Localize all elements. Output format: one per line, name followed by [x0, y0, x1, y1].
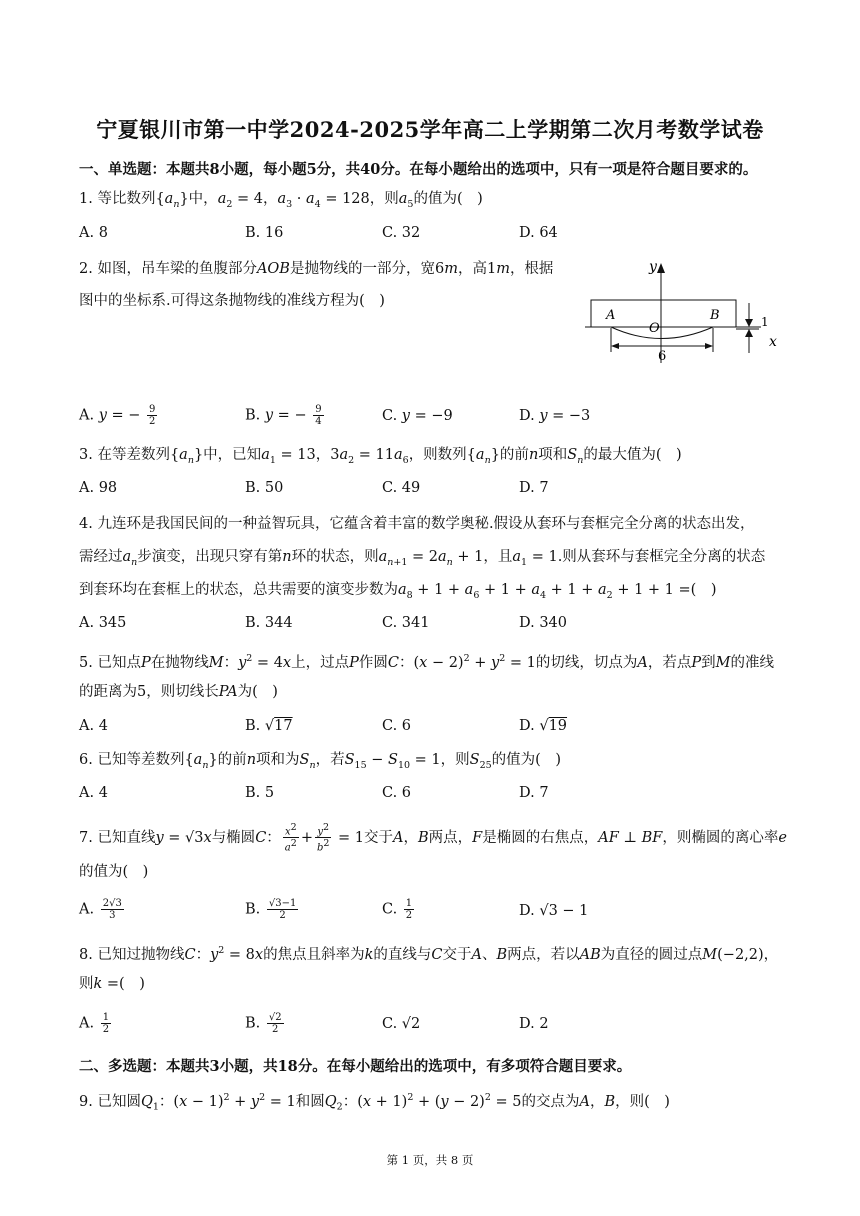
question-8-line-1: 8. 已知过抛物线C：$y^2 = 8x$的焦点且斜率为k的直线与C交于A、B两点，若以AB为直径的圆过点M(−2,2)，	[79, 945, 779, 963]
question-4-line-2: 需经过$a_n$步演变，出现只穿有第n环的状态，则$a_{n+1} = 2a_n + 1$，且$a_1 = 1$.则从套环与套框完全分离的状态	[79, 549, 766, 568]
question-4-line-1: 4. 九连环是我国民间的一种益智玩具，它蕴含着丰富的数学奥秘.假设从套环与套框完全分离的状态出发，	[79, 516, 755, 532]
fig-label-height: 1	[761, 315, 769, 329]
q2-option-a[interactable]: A. y = − $\frac{9}{2}$	[79, 404, 156, 427]
fig-label-o: O	[649, 321, 660, 336]
question-5-line-1: 5. 已知点P在抛物线M：$y^2 = 4x$上，过点P作圆C：$(x - 2)^2 + y^2 = 1$的切线，切点为A，若点P到M的准线	[79, 653, 774, 671]
q5-option-b[interactable]: B. √17	[245, 718, 293, 734]
q7-option-d[interactable]: D. √3 − 1	[519, 903, 589, 919]
q6-option-d[interactable]: D. 7	[519, 785, 549, 801]
fig-label-a: A	[606, 308, 616, 323]
q4-option-b[interactable]: B. 344	[245, 615, 293, 631]
question-1: 1. 等比数列$\{a_n\}$中，$a_2 = 4$，$a_3 \cdot a_4 = 128$，则$a_5$的值为( )	[79, 191, 483, 210]
q4-option-d[interactable]: D. 340	[519, 615, 568, 631]
q6-option-b[interactable]: B. 5	[245, 785, 275, 801]
q6-option-c[interactable]: C. 6	[382, 785, 412, 801]
q7-option-c[interactable]: C. $\frac{1}{2}$	[382, 898, 413, 921]
q6-option-a[interactable]: A. 4	[79, 785, 108, 801]
q3-option-d[interactable]: D. 7	[519, 480, 549, 496]
q1-text: 1. 等比数列{	[79, 191, 165, 207]
q5-option-a[interactable]: A. 4	[79, 718, 108, 734]
q3-option-b[interactable]: B. 50	[245, 480, 284, 496]
q2-option-c[interactable]: C. y = −9	[382, 408, 453, 424]
question-4-line-3: 到套环均在套框上的状态，总共需要的演变步数为$a_8 + 1 + a_6 + 1 + a_4 + 1 + a_2 + 1 + 1$ =( )	[79, 582, 717, 601]
q2-option-d[interactable]: D. y = −3	[519, 408, 591, 424]
q4-option-c[interactable]: C. 341	[382, 615, 430, 631]
section-multi-choice: 二、多选题：本题共3小题，共18分。在每小题给出的选项中，有多项符合题目要求。	[79, 1058, 632, 1075]
section-single-choice: 一、单选题：本题共8小题，每小题5分，共40分。在每小题给出的选项中，只有一项是符合题目要求的。	[79, 161, 758, 178]
q3-option-a[interactable]: A. 98	[79, 480, 118, 496]
q1-text: ，则	[369, 191, 399, 207]
question-7-line-1: 7. 已知直线y = √3x与椭圆C： $\frac{x^2}{a^2}$ + $\frac{y^2}{b^2}$ = 1交于A，B两点，F是椭圆的右焦点，AF ⊥ BF，则椭圆的离心率e	[79, 822, 787, 854]
question-2-line-2: 图中的坐标系.可得这条抛物线的准线方程为( )	[79, 293, 385, 309]
question-9: 9. 已知圆$Q_1$：$(x - 1)^2 + y^2 = 1$和圆$Q_2$：$(x + 1)^2 + (y - 2)^2 = 5$的交点为A，B，则( )	[79, 1092, 670, 1113]
q8-option-d[interactable]: D. 2	[519, 1016, 549, 1032]
page-footer: 第 1 页，共 8 页	[386, 1153, 474, 1167]
q7-option-a[interactable]: A. $\frac{2√3}{3}$	[79, 898, 122, 921]
q5-option-d[interactable]: D. √19	[519, 718, 568, 734]
question-8-line-2: 则k =( )	[79, 976, 145, 992]
q1-option-b[interactable]: B. 16	[245, 225, 284, 241]
q8-option-b[interactable]: B. $\frac{√2}{2}$	[245, 1012, 282, 1035]
q1-text: }中，	[179, 191, 218, 207]
q3-option-c[interactable]: C. 49	[382, 480, 421, 496]
fig-label-x: x	[769, 334, 777, 350]
question-6: 6. 已知等差数列$\{a_n\}$的前n项和为$S_n$，若$S_{15} - S_{10} = 1$，则$S_{25}$的值为( )	[79, 752, 561, 771]
q8-option-c[interactable]: C. √2	[382, 1016, 421, 1032]
exam-title: 宁夏银川市第一中学2024-2025学年高二上学期第二次月考数学试卷	[96, 117, 764, 142]
q1-option-d[interactable]: D. 64	[519, 225, 558, 241]
q5-option-c[interactable]: C. 6	[382, 718, 412, 734]
q8-option-a[interactable]: A. $\frac{1}{2}$	[79, 1012, 110, 1035]
q7-option-b[interactable]: B. $\frac{√3-1}{2}$	[245, 898, 297, 921]
q4-option-a[interactable]: A. 345	[79, 615, 127, 631]
q1-option-a[interactable]: A. 8	[79, 225, 108, 241]
q1-text: ，	[262, 191, 278, 207]
q2-option-b[interactable]: B. y = − $\frac{9}{4}$	[245, 404, 322, 427]
crane-beam-figure	[583, 255, 793, 370]
question-5-line-2: 的距离为5，则切线长PA为( )	[79, 684, 278, 700]
q1-option-c[interactable]: C. 32	[382, 225, 421, 241]
question-3: 3. 在等差数列$\{a_n\}$中，已知$a_1 = 13$，$3a_2 = 11a_6$，则数列$\{a_n\}$的前n项和$S_n$的最大值为( )	[79, 447, 682, 466]
fig-label-width: 6	[658, 349, 667, 364]
question-2-line-1: 2. 如图，吊车梁的鱼腹部分AOB是抛物线的一部分，宽6m，高1m，根据	[79, 261, 554, 277]
q1-text: 的值为( )	[413, 191, 483, 207]
fig-label-b: B	[710, 308, 720, 323]
fig-label-y: y	[649, 259, 657, 275]
question-7-line-2: 的值为( )	[79, 864, 149, 880]
